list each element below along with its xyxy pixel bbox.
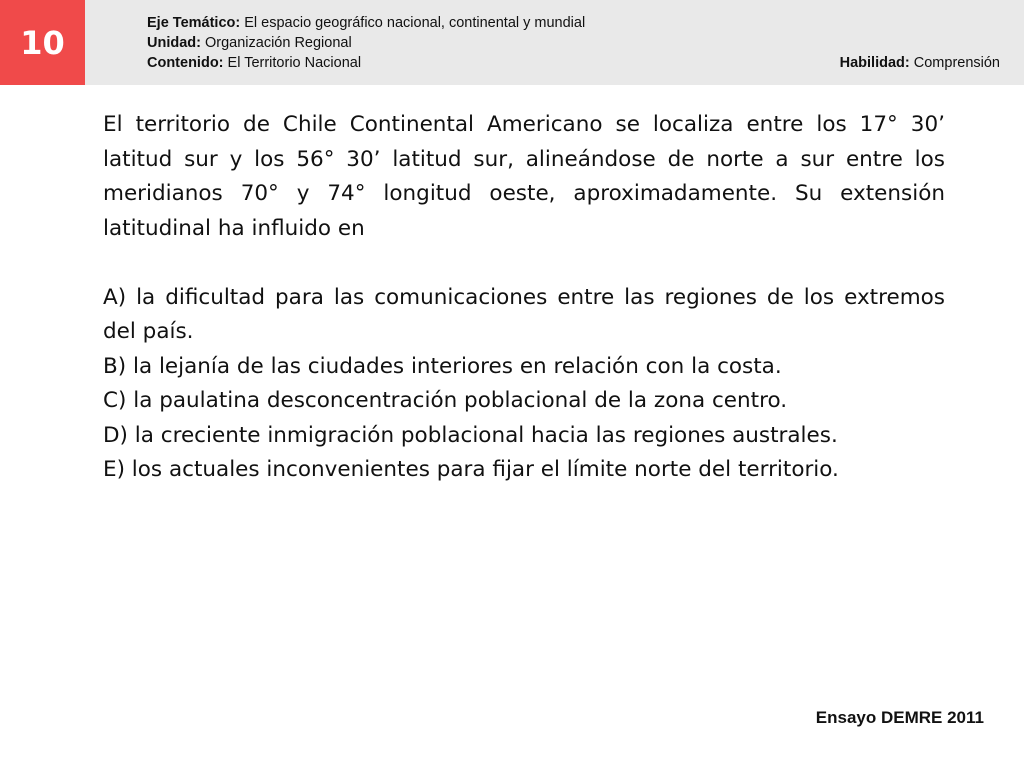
unidad-row xyxy=(147,33,585,53)
question-stem: El territorio de Chile Continental Americano se localiza entre los 17° 30’ latitud sur y los 56° 30’ latitud sur, alineándose de norte a sur entre los meridianos 70° y 74° longitud oeste, aproximadamente. Su extensión latitudinal ha influido en xyxy=(103,112,945,241)
habilidad-row xyxy=(840,53,1000,73)
topic-metadata xyxy=(147,13,585,73)
header-bar xyxy=(0,0,1024,85)
contenido-label: Contenido: xyxy=(147,55,224,71)
spacer xyxy=(103,246,945,281)
question-number-badge: 10 xyxy=(0,0,85,85)
habilidad-label: Habilidad: xyxy=(839,55,910,71)
eje-value: El espacio geográfico nacional, continental y mundial xyxy=(240,15,586,31)
unidad-value: Organización Regional xyxy=(200,35,352,51)
option-e: E) los actuales inconvenientes para fijar el límite norte del territorio. xyxy=(103,457,839,482)
unidad-label: Unidad: xyxy=(147,35,201,51)
option-a: A) la dificultad para las comunicaciones entre las regiones de los extremos del país. xyxy=(103,284,945,344)
contenido-value: El Territorio Nacional xyxy=(223,55,362,71)
source-footer: Ensayo DEMRE 2011 xyxy=(815,708,984,727)
contenido-row xyxy=(147,53,585,73)
habilidad-value: Comprensión xyxy=(909,55,1000,71)
eje-label: Eje Temático: xyxy=(147,15,241,31)
option-d: D) la creciente inmigración poblacional hacia las regiones australes. xyxy=(103,422,838,448)
question-body xyxy=(103,108,945,488)
option-c: C) la paulatina desconcentración poblacional de la zona centro. xyxy=(103,388,788,413)
eje-tematico-row xyxy=(147,13,585,33)
option-b: B) la lejanía de las ciudades interiores en relación con la costa. xyxy=(103,353,782,379)
